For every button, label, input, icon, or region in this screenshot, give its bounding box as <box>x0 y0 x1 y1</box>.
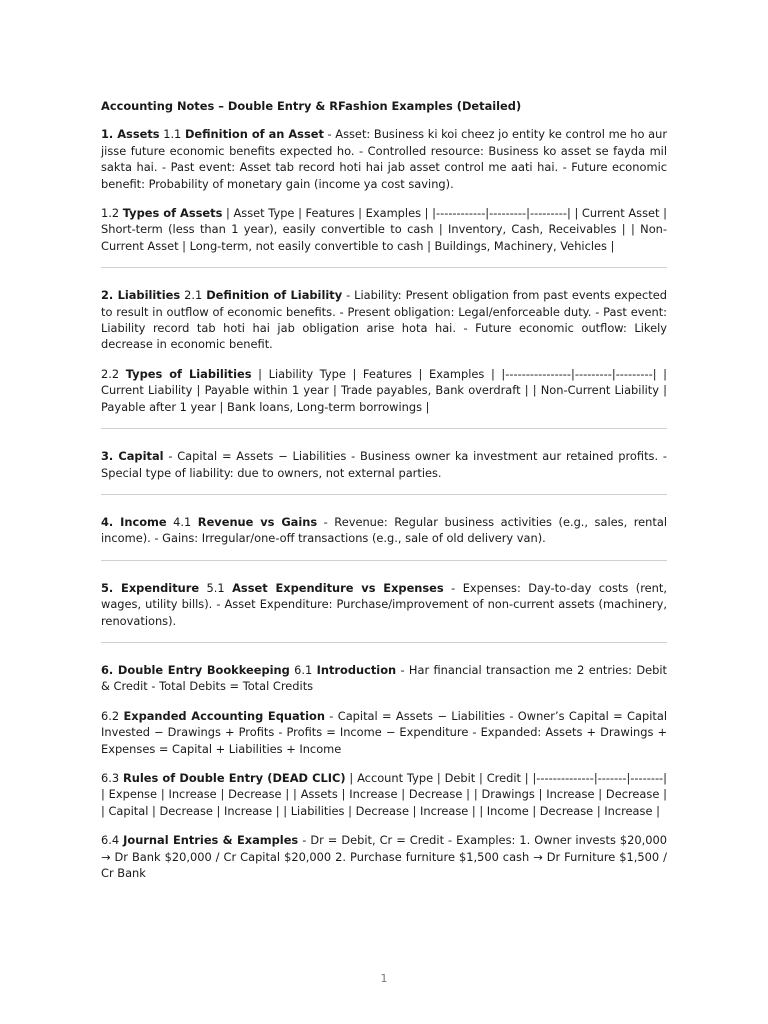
body-text: 6.1 <box>289 662 317 677</box>
body-text: - Capital = Assets − Liabilities - Business owner ka investment aur retained profits. - Special type of liability: due to owners, not external parties. <box>101 449 667 480</box>
heading-text: 2. Liabilities <box>101 288 181 303</box>
paragraph <box>101 126 667 192</box>
paragraph <box>101 580 667 629</box>
section-divider <box>101 642 667 643</box>
heading-text: 4. Income <box>101 514 167 529</box>
body-text: 2.1 <box>180 288 207 303</box>
heading-text: Journal Entries & Examples <box>123 833 299 848</box>
body-text: | Account Type | Debit | Credit | |--------------|-------|--------| | Expense | Increase | Decrease | | Assets | Increase | Decrease | | Drawings | Increase | Decrease | | Capital | Decrease | Increase | | Liabilities | Decrease | Increase | | Income | Decrease | Increase | <box>101 770 667 818</box>
document-title: Accounting Notes – Double Entry & RFashion Examples (Detailed) <box>101 99 522 113</box>
body-text: - Liability: Present obligation from past events expected to result in outflow of economic benefits. - Present obligation: Legal/enforceable duty. - Past event: Liability record tab hoti hai jab obligation arise hota hai. - Future economic outflow: Likely decrease in economic benefit. <box>101 288 667 352</box>
section-divider <box>101 494 667 495</box>
page-number: 1 <box>380 972 388 985</box>
section-divider <box>101 428 667 429</box>
paragraph <box>101 514 667 547</box>
paragraph <box>101 448 667 481</box>
body-text: 6.2 <box>101 708 124 723</box>
body-text: 1.1 <box>159 127 185 142</box>
body-text: - Revenue: Regular business activities (e.g., sales, rental income). - Gains: Irregular/one-off transactions (e.g., sale of old delivery van). <box>101 514 667 546</box>
body-text: 1.2 <box>101 206 123 221</box>
body-text: 6.4 <box>101 833 124 848</box>
heading-text: Revenue vs Gains <box>197 514 318 529</box>
heading-text: Asset Expenditure vs Expenses <box>232 580 444 595</box>
heading-text: Definition of an Asset <box>184 127 324 142</box>
document-page <box>101 98 667 894</box>
body-text: 6.3 <box>101 770 123 785</box>
paragraph <box>101 662 667 695</box>
body-text: - Capital = Assets − Liabilities - Owner’s Capital = Capital Invested − Drawings + Profits - Profits = Income − Expenditure - Expanded: Assets + Drawings + Expenses = Capital + Liabilities + Income <box>101 708 668 756</box>
heading-text: Rules of Double Entry (DEAD CLIC) <box>122 770 346 785</box>
heading-text: 5. Expenditure <box>101 580 200 595</box>
body-text: - Asset: Business ki koi cheez jo entity ke control me ho aur jisse future economic benefits expected ho. - Controlled resource: Business ko asset se fayda mil sakta hai. - Past event: Asset tab record hoti hai jab asset control me aati hai. - Future economic benefit: Probability of monetary gain (income ya cost saving). <box>101 127 667 191</box>
section-divider <box>101 560 667 561</box>
body-text: | Liability Type | Features | Examples | |----------------|---------|---------| | Current Liability | Payable within 1 year | Trade payables, Bank overdraft | | Non-Current Liability | Payable after 1 year | Bank loans, Long-term borrowings | <box>101 366 667 414</box>
section-divider <box>101 267 667 268</box>
paragraph <box>101 708 667 757</box>
paragraph <box>101 770 667 819</box>
document-body <box>101 126 667 881</box>
body-text: - Har financial transaction me 2 entries: Debit & Credit - Total Debits = Total Credits <box>101 662 667 694</box>
heading-text: 1. Assets <box>101 127 160 142</box>
body-text: - Dr = Debit, Cr = Credit - Examples: 1. Owner invests $20,000 → Dr Bank $20,000 / Cr Capital $20,000 2. Purchase furniture $1,500 cash → Dr Furniture $1,500 / Cr Bank <box>101 833 667 880</box>
paragraph <box>101 287 667 353</box>
heading-text: Types of Assets <box>122 206 223 221</box>
body-text: 4.1 <box>166 514 198 529</box>
heading-text: 6. Double Entry Bookkeeping <box>101 662 290 677</box>
heading-text: 3. Capital <box>101 449 164 464</box>
heading-text: Expanded Accounting Equation <box>123 708 325 723</box>
body-text: 2.2 <box>101 366 126 381</box>
heading-text: Introduction <box>316 662 397 677</box>
heading-text: Types of Liabilities <box>125 366 252 381</box>
paragraph <box>101 205 667 254</box>
body-text: | Asset Type | Features | Examples | |------------|---------|---------| | Current Asset | Short-term (less than 1 year), easily convertible to cash | Inventory, Cash, Receivables | | Non-Current Asset | Long-term, not easily convertible to cash | Buildings, Machinery, Vehicles | <box>101 206 667 253</box>
body-text: 5.1 <box>199 580 233 595</box>
body-text: - Expenses: Day-to-day costs (rent, wages, utility bills). - Asset Expenditure: Purchase/improvement of non-current assets (machinery, renovations). <box>101 580 667 628</box>
paragraph <box>101 832 667 881</box>
heading-text: Definition of Liability <box>206 288 343 303</box>
paragraph <box>101 366 667 415</box>
